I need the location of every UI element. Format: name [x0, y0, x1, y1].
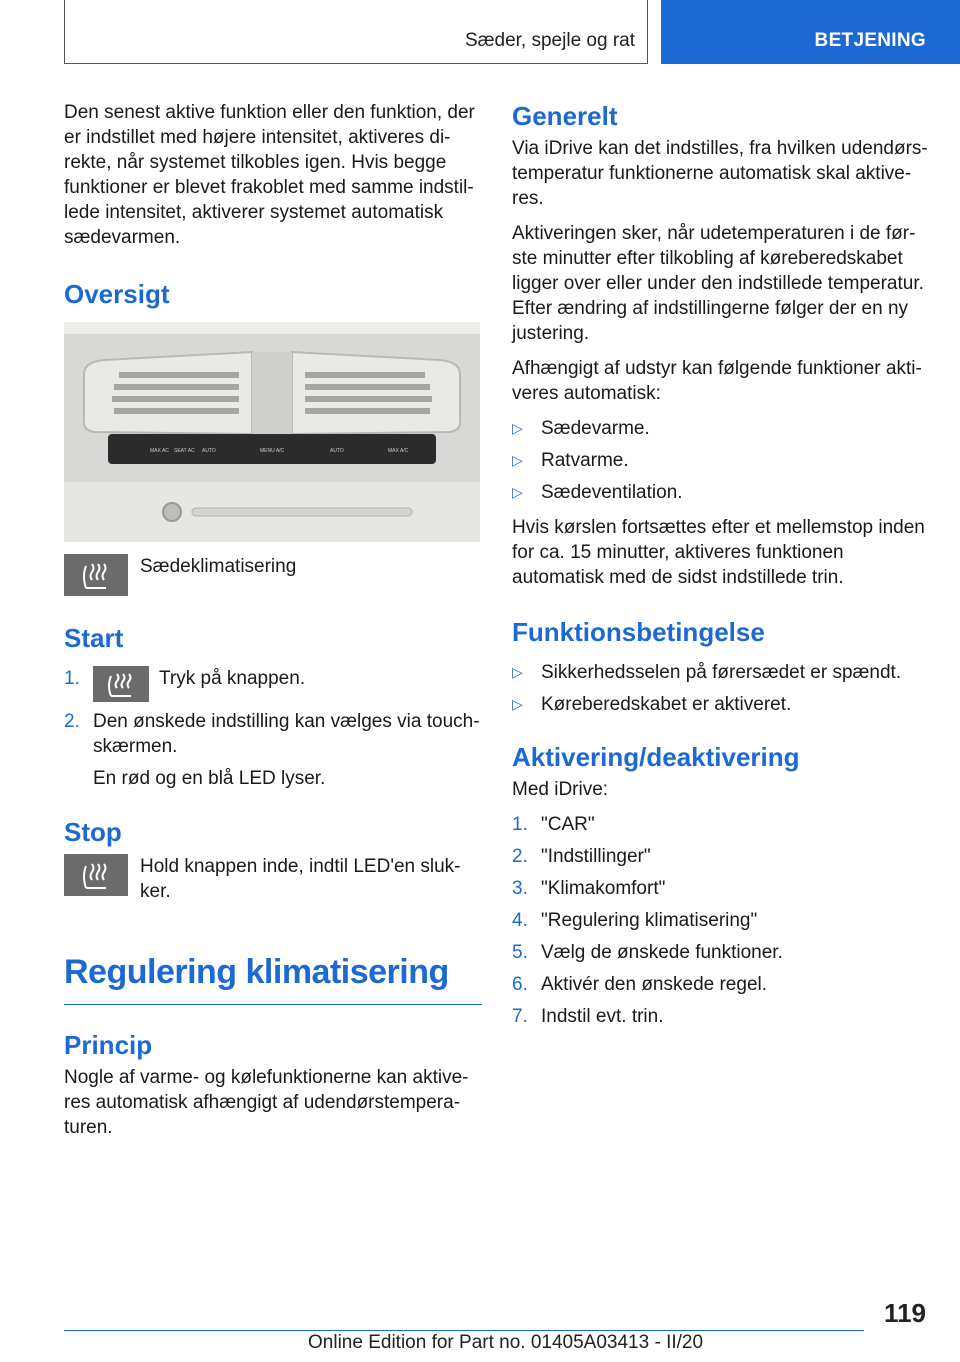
stop-icon-row — [64, 854, 482, 904]
step-text: "CAR" — [541, 814, 595, 835]
step-text: Indstil evt. trin. — [541, 1006, 664, 1027]
list-item — [64, 709, 482, 798]
footer-divider — [64, 1330, 864, 1331]
header-section-title: Sæder, spejle og rat — [464, 30, 635, 51]
start-steps — [64, 666, 482, 798]
right-column — [512, 100, 930, 1039]
list-item-text: Køreberedskabet er aktiveret. — [541, 694, 792, 715]
list-item — [512, 972, 930, 997]
step-text: "Klimakomfort" — [541, 878, 666, 899]
step-number: 2. — [512, 846, 528, 867]
step-number: 6. — [512, 974, 528, 995]
list-item — [64, 666, 482, 702]
step-text: Tryk på knappen. — [159, 668, 306, 689]
conditions-list — [512, 660, 930, 717]
list-item — [512, 876, 930, 901]
step-text: "Regulering klimatisering" — [541, 910, 758, 931]
photo-button-label: MAX A/C — [388, 448, 409, 454]
step-number: 4. — [512, 910, 528, 931]
photo-button-label: MENU A/C — [260, 448, 285, 454]
list-item-text: Sikkerhedsselen på førersædet er spændt. — [541, 662, 902, 683]
list-item — [512, 844, 930, 869]
seat-climate-icon — [64, 554, 128, 596]
step-number: 5. — [512, 942, 528, 963]
stop-heading: Stop — [64, 817, 122, 847]
bullet-icon: ▷ — [512, 696, 523, 712]
list-item — [512, 940, 930, 965]
photo-button-label: AUTO — [202, 448, 216, 454]
photo-button-label: AUTO — [330, 448, 344, 454]
princip-text: Nogle af varme- og kølefunktionerne kan aktiveres automatisk afhængigt af udendørstemperaturen. — [64, 1067, 469, 1138]
bullet-icon: ▷ — [512, 484, 523, 500]
header-chapter-title: BETJENING — [814, 30, 926, 51]
list-item-text: Ratvarme. — [541, 450, 629, 471]
bullet-icon: ▷ — [512, 420, 523, 436]
stop-text: Hold knappen inde, indtil LED'en slukker. — [140, 856, 461, 902]
list-item-text: Sædevarme. — [541, 418, 650, 439]
list-item — [512, 692, 930, 717]
climate-control-photo — [64, 322, 480, 542]
step-number: 1. — [512, 814, 528, 835]
seat-climate-icon-row — [64, 554, 482, 596]
photo-button-label: MAX AC — [150, 448, 169, 454]
step-text: Aktivér den ønskede regel. — [541, 974, 768, 995]
step-number: 3. — [512, 878, 528, 899]
list-item — [512, 908, 930, 933]
left-column — [64, 100, 482, 1150]
main-heading: Regulering klimatisering — [64, 952, 482, 1005]
step-number: 2. — [64, 711, 80, 732]
step-subtext: En rød og en blå LED lyser. — [93, 768, 326, 789]
bullet-icon: ▷ — [512, 452, 523, 468]
princip-heading: Princip — [64, 1030, 153, 1060]
generelt-paragraph: Hvis kørslen fortsættes efter et mellemstop inden for ca. 15 minutter, aktiveres funktionen automatisk med de sidst indstillede trin. — [512, 517, 925, 588]
step-text: Vælg de ønskede funktioner. — [541, 942, 783, 963]
step-number: 7. — [512, 1006, 528, 1027]
list-item-text: Sædeventilation. — [541, 482, 683, 503]
generelt-paragraph: Aktiveringen sker, når udetemperaturen i de første minutter efter tilkobling af køreberedskabet ligger over eller under den indstillede temperatur. Efter ændring af indstillingerne følger der en ny justering. — [512, 223, 924, 344]
list-item — [512, 480, 930, 505]
step-number: 1. — [64, 668, 80, 689]
page-number: 119 — [884, 1298, 926, 1328]
aktivering-heading: Aktivering/deaktivering — [512, 742, 800, 772]
generelt-heading: Generelt — [512, 101, 618, 131]
oversigt-heading: Oversigt — [64, 279, 170, 309]
list-item — [512, 448, 930, 473]
generelt-paragraph: Afhængigt af udstyr kan følgende funktioner aktiveres automatisk: — [512, 358, 922, 404]
generelt-paragraph: Via iDrive kan det indstilles, fra hvilken udendørstemperatur funktionerne automatisk skal aktiveres. — [512, 138, 928, 209]
seat-climate-icon — [64, 854, 128, 896]
seat-climate-icon — [93, 666, 149, 702]
step-text: "Indstillinger" — [541, 846, 651, 867]
list-item — [512, 416, 930, 441]
seat-climate-label: Sædeklimatisering — [140, 556, 297, 577]
funktionsbetingelse-heading: Funktionsbetingelse — [512, 617, 765, 647]
footer-edition: Online Edition for Part no. 01405A03413 - II/20 — [308, 1332, 704, 1353]
bullet-icon: ▷ — [512, 664, 523, 680]
list-item — [512, 812, 930, 837]
photo-button-label: SEAT AC — [174, 448, 195, 454]
list-item — [512, 1004, 930, 1029]
start-heading: Start — [64, 623, 124, 653]
aktivering-intro: Med iDrive: — [512, 779, 609, 800]
step-text: Den ønskede indstilling kan vælges via touchskærmen. — [93, 711, 480, 757]
header-section-box — [64, 0, 648, 64]
aktivering-steps — [512, 812, 930, 1029]
list-item — [512, 660, 930, 685]
intro-paragraph: Den senest aktive funktion eller den funktion, der er indstillet med højere intensitet, aktiveres direkte, når systemet tilkobles igen. Hvis begge funktioner er blevet frakoblet med samme indstillede intensitet, aktiverer systemet automatisk sædevarmen. — [64, 102, 475, 248]
header-chapter-box — [661, 0, 960, 64]
auto-functions-list — [512, 416, 930, 505]
